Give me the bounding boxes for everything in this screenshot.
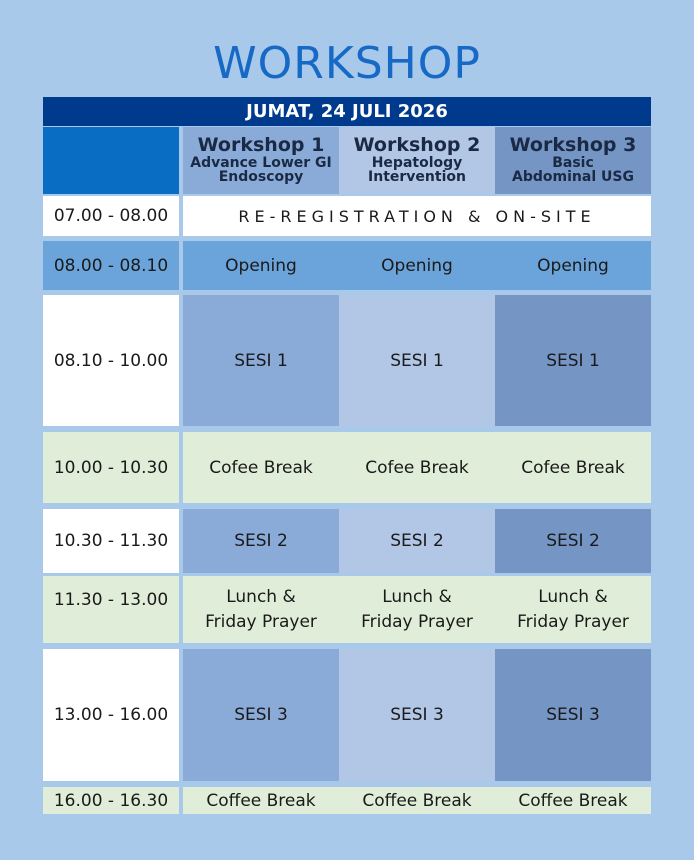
workshop-subtitle-line2: Abdominal USG [512,169,634,186]
registration-cell: RE-REGISTRATION & ON-SITE [183,196,651,236]
workshop-title: Workshop 2 [353,133,481,156]
time-cell: 07.00 - 08.00 [43,196,179,236]
session-cell [495,576,651,643]
session-cell: SESI 3 [495,649,651,781]
time-column-header [43,127,179,194]
session-cell [339,576,495,643]
workshop-3-header [495,127,651,194]
time-cell: 16.00 - 16.30 [43,787,179,814]
session-cell: Opening [495,241,651,290]
time-cell: 10.30 - 11.30 [43,509,179,573]
session-cell [183,576,339,643]
time-cell: 11.30 - 13.00 [43,576,179,643]
lunch-line2: Friday Prayer [361,611,473,632]
session-cell: SESI 2 [339,509,495,573]
session-cell: Opening [339,241,495,290]
session-cell: Coffee Break [495,787,651,814]
workshop-subtitle-line1: Advance Lower GI [190,154,332,171]
workshop-2-header [339,127,495,194]
session-cell: SESI 1 [183,295,339,426]
workshop-title: Workshop 3 [509,133,637,156]
lunch-line2: Friday Prayer [517,611,629,632]
session-cell: Opening [183,241,339,290]
workshop-subtitle-line2: Endoscopy [218,169,304,186]
date-header: JUMAT, 24 JULI 2026 [43,97,651,126]
session-cell: SESI 1 [495,295,651,426]
session-cell: SESI 3 [183,649,339,781]
time-cell: 08.10 - 10.00 [43,295,179,426]
session-cell: SESI 2 [495,509,651,573]
session-cell: Cofee Break [183,432,339,503]
workshop-title: Workshop 1 [197,133,325,156]
time-cell: 08.00 - 08.10 [43,241,179,290]
workshop-subtitle-line1: Basic [552,154,594,171]
lunch-line1: Lunch & [538,586,608,607]
session-cell: Coffee Break [339,787,495,814]
lunch-line1: Lunch & [382,586,452,607]
session-cell: SESI 2 [183,509,339,573]
session-cell: Cofee Break [339,432,495,503]
time-cell: 10.00 - 10.30 [43,432,179,503]
session-cell: Cofee Break [495,432,651,503]
session-cell: Coffee Break [183,787,339,814]
time-cell: 13.00 - 16.00 [43,649,179,781]
workshop-subtitle-line2: Intervention [368,169,466,186]
session-cell: SESI 1 [339,295,495,426]
session-cell: SESI 3 [339,649,495,781]
workshop-subtitle-line1: Hepatology [371,154,463,171]
workshop-1-header [183,127,339,194]
lunch-line2: Friday Prayer [205,611,317,632]
page-title: WORKSHOP [213,38,481,89]
lunch-line1: Lunch & [226,586,296,607]
